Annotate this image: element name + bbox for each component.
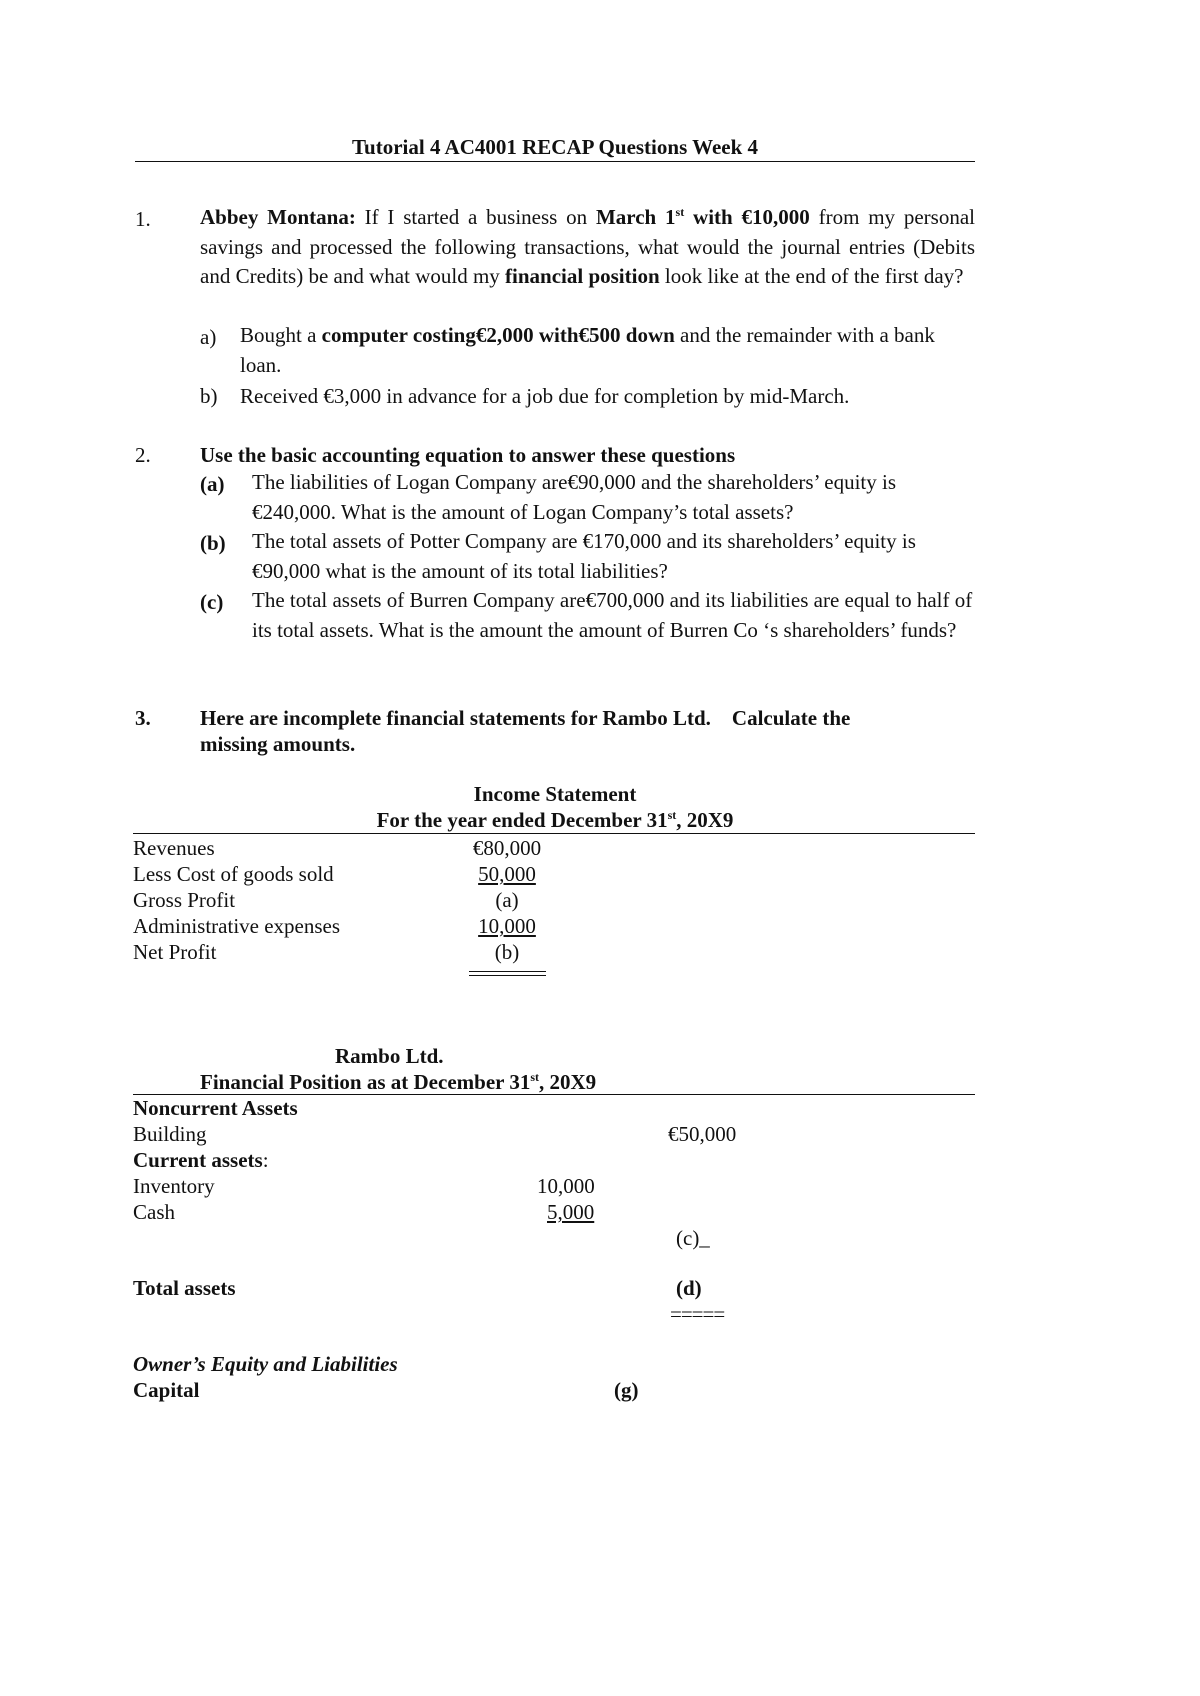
q2c-marker: (c) bbox=[200, 590, 224, 614]
q2b-marker: (b) bbox=[200, 531, 226, 555]
income-row-label: Administrative expenses bbox=[133, 914, 341, 938]
q1-text bbox=[200, 203, 975, 292]
current-total-value: (c)_ bbox=[676, 1226, 710, 1250]
q3-number: 3. bbox=[135, 706, 151, 730]
q1-name: Abbey Montana: bbox=[200, 205, 356, 229]
q1b-text: Received €3,000 in advance for a job due for completion by mid-March. bbox=[240, 384, 850, 408]
q2-number: 2. bbox=[135, 443, 151, 467]
title-rule bbox=[135, 161, 975, 162]
q1-text-3: look like at the end of the first day? bbox=[659, 264, 964, 288]
income-row-label: Net Profit bbox=[133, 940, 217, 964]
income-subtitle-year: , 20X9 bbox=[676, 808, 734, 832]
cash-label: Cash bbox=[133, 1200, 175, 1224]
q1-date bbox=[596, 205, 684, 229]
q1a-text-1: Bought a bbox=[240, 323, 322, 347]
q1-amount: with €10,000 bbox=[684, 205, 810, 229]
noncurrent-heading: Noncurrent Assets bbox=[133, 1096, 298, 1120]
q1-date-text: March 1 bbox=[595, 205, 676, 229]
q2a-text: The liabilities of Logan Company are€90,000 and the shareholders’ equity is €240,000. What is the amount of Logan Company’s total assets? bbox=[252, 470, 897, 524]
capital-label: Capital bbox=[133, 1378, 200, 1402]
page-title: Tutorial 4 AC4001 RECAP Questions Week 4 bbox=[351, 135, 759, 159]
current-heading-text: Current assets bbox=[133, 1148, 263, 1172]
income-row-label: Less Cost of goods sold bbox=[133, 862, 334, 886]
net-profit-double-rule bbox=[469, 971, 546, 976]
total-assets-rule: ===== bbox=[670, 1302, 725, 1326]
q1b-marker: b) bbox=[200, 384, 218, 408]
income-row-value: 50,000 bbox=[478, 862, 536, 886]
income-subtitle-text: For the year ended December 31 bbox=[376, 808, 668, 832]
income-title: Income Statement bbox=[473, 782, 637, 806]
current-heading-colon: : bbox=[262, 1148, 269, 1172]
income-row-label: Gross Profit bbox=[133, 888, 236, 912]
q2-heading: Use the basic accounting equation to answer these questions bbox=[200, 443, 736, 467]
total-assets-value: (d) bbox=[676, 1276, 702, 1300]
income-row-value: (a) bbox=[495, 888, 519, 912]
total-assets-label: Total assets bbox=[133, 1276, 236, 1300]
q1a-bold: computer costing€2,000 with€500 down bbox=[321, 323, 675, 347]
income-row-label: Revenues bbox=[133, 836, 215, 860]
building-label: Building bbox=[133, 1122, 207, 1146]
position-title-sup: st bbox=[530, 1070, 540, 1084]
q1a-text-2: and the remainder with a bank loan. bbox=[240, 323, 935, 377]
position-title-year: , 20X9 bbox=[539, 1070, 597, 1094]
income-row-value: €80,000 bbox=[472, 836, 542, 860]
building-value: €50,000 bbox=[668, 1122, 737, 1146]
q1-number: 1. bbox=[135, 207, 151, 231]
income-subtitle-sup: st bbox=[667, 808, 677, 822]
q1a-marker: a) bbox=[200, 325, 217, 349]
q1-text-2: from my personal savings and processed the following transactions, what would the journal entries (Debits and Credits) be and what would my bbox=[200, 205, 975, 288]
inventory-label: Inventory bbox=[133, 1174, 215, 1198]
q1-financial-position: financial position bbox=[505, 264, 660, 288]
capital-value: (g) bbox=[614, 1378, 639, 1402]
equity-heading: Owner’s Equity and Liabilities bbox=[133, 1352, 398, 1376]
position-title-text: Financial Position as at December 31 bbox=[200, 1070, 531, 1094]
cash-value: 5,000 bbox=[547, 1200, 595, 1224]
q1-text-1: If I started a business on bbox=[355, 205, 596, 229]
q3-heading-line2: missing amounts. bbox=[200, 732, 356, 756]
income-subtitle bbox=[300, 804, 810, 836]
q2a-marker: (a) bbox=[200, 472, 225, 496]
q2c-text: The total assets of Burren Company are€700,000 and its liabilities are equal to half of its total assets. What is the amount the amount of Burren Co ‘s shareholders’ funds? bbox=[252, 588, 973, 642]
inventory-value: 10,000 bbox=[537, 1174, 595, 1198]
income-row-value: (b) bbox=[494, 940, 520, 964]
q3-heading-line1: Here are incomplete financial statements for Rambo Ltd. Calculate the bbox=[200, 706, 851, 730]
q1a-text bbox=[240, 321, 975, 380]
income-rule bbox=[133, 833, 975, 834]
position-company: Rambo Ltd. bbox=[335, 1044, 444, 1068]
q1-date-sup: st bbox=[675, 205, 685, 219]
income-row-value: 10,000 bbox=[478, 914, 536, 938]
q2b-text: The total assets of Potter Company are €170,000 and its shareholders’ equity is €90,000 what is the amount of its total liabilities? bbox=[252, 529, 916, 583]
